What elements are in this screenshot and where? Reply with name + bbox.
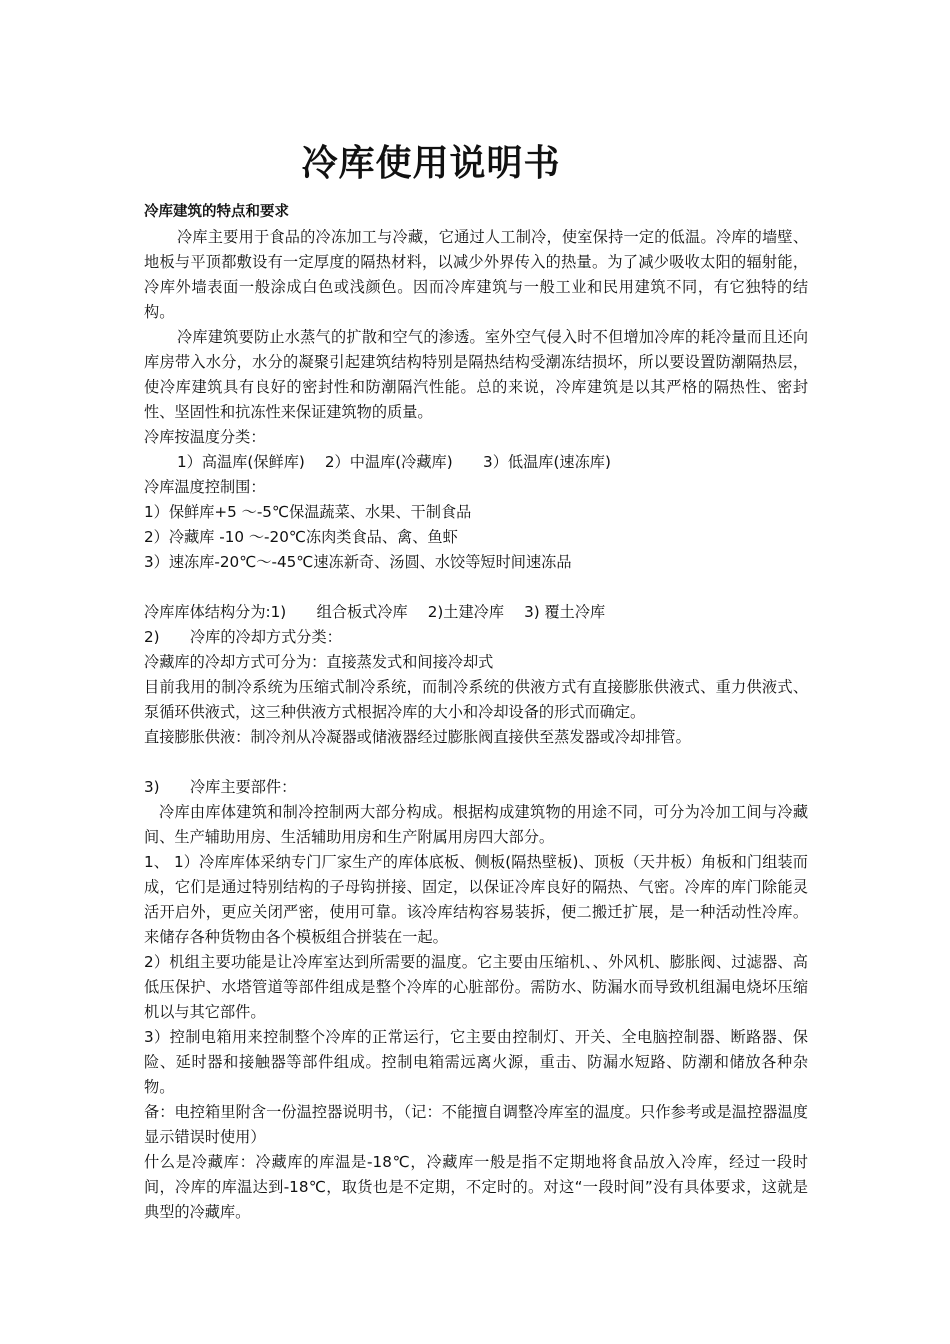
cooling-label: 2) 冷库的冷却方式分类： [144, 628, 342, 646]
spacer [144, 750, 808, 775]
paragraph-moisture: 冷库建筑要防止水蒸气的扩散和空气的渗透。室外空气侵入时不但增加冷库的耗冷量而且还向库房带入水分，水分的凝聚引起建筑结构特别是隔热结构受潮冻结损坏，所以要设置防潮隔热层，使冷库建筑具有良好的密封性和防潮隔汽性能。总的来说，冷库建筑是以其严格的隔热性、密封性、坚固性和抗冻性来保证建筑物的质量。 [144, 328, 808, 421]
cold-storage-definition: 什么是冷藏库：冷藏库的库温是-18℃，冷藏库一般是指不定期地将食品放入冷库，经过一段时间，冷库的库温达到-18℃，取货也是不定期，不定时的。对这“一段时间”没有具体要求，这就是典型的冷藏库。 [144, 1153, 808, 1221]
part-1: 1、 1）冷库库体采纳专门厂家生产的库体底板、侧板(隔热壁板)、顶板（天井板）角板和门组装而成，它们是通过特别结构的子母钩拼接、固定，以保证冷库良好的隔热、气密。冷库的库门除能灵活开启外，更应关闭严密，使用可靠。该冷库结构容易装拆，便二搬迁扩展，是一种活动性冷库。来储存各种货物由各个模板组合拼装在一起。 [144, 853, 808, 946]
part-2: 2）机组主要功能是让冷库室达到所需要的温度。它主要由压缩机、、外风机、膨胀阀、过滤器、高低压保护、水塔管道等部件组成是整个冷库的心脏部份。需防水、防漏水而导致机组漏电烧坏压缩机以与其它部件。 [144, 953, 808, 1021]
parts-intro: 冷库由库体建筑和制冷控制两大部分构成。根据构成建筑物的用途不同，可分为冷加工间与冷藏间、生产辅助用房、生活辅助用房和生产附属用房四大部分。 [144, 803, 808, 846]
temp-control-item-1: 1）保鲜库+5 ～-5℃保温蔬菜、水果、干制食品 [144, 503, 472, 521]
document-title: 冷库使用说明书 [301, 143, 561, 184]
system-description: 目前我用的制冷系统为压缩式制冷系统，而制冷系统的供液方式有直接膨胀供液式、重力供液式、泵循环供液式，这三种供液方式根据冷库的大小和冷却设备的形式而确定。 [144, 678, 808, 721]
document-body [144, 200, 808, 1225]
structure-types: 冷库库体结构分为:1) 组合板式冷库 2)土建冷库 3) 覆土冷库 [144, 603, 606, 621]
spacer [144, 575, 808, 600]
cooling-methods: 冷藏库的冷却方式可分为：直接蒸发式和间接冷却式 [144, 653, 494, 671]
section-heading: 冷库建筑的特点和要求 [144, 204, 289, 220]
part-3: 3）控制电箱用来控制整个冷库的正常运行，它主要由控制灯、开关、全电脑控制器、断路器、保险、延时器和接触器等部件组成。控制电箱需远离火源，重击、防漏水短路、防潮和储放各种杂物。 [144, 1028, 808, 1096]
temp-control-item-2: 2）冷藏库 -10 ～-20℃冻肉类食品、禽、鱼虾 [144, 528, 458, 546]
note: 备：电控箱里附含一份温控器说明书，（记：不能擅自调整冷库室的温度。只作参考或是温控器温度显示错误时使用） [144, 1103, 808, 1146]
direct-expansion: 直接膨胀供液：制冷剂从冷凝器或储液器经过膨胀阀直接供至蒸发器或冷却排管。 [144, 728, 691, 746]
temp-control-label: 冷库温度控制围： [144, 478, 266, 496]
paragraph-intro: 冷库主要用于食品的冷冻加工与冷藏，它通过人工制冷，使室保持一定的低温。冷库的墙壁、地板与平顶都敷设有一定厚度的隔热材料，以减少外界传入的热量。为了减少吸收太阳的辐射能，冷库外墙表面一般涂成白色或浅颜色。因而冷库建筑与一般工业和民用建筑不同，有它独特的结构。 [144, 228, 808, 321]
parts-label: 3) 冷库主要部件： [144, 778, 297, 796]
temp-control-item-3: 3）速冻库-20℃～-45℃速冻新奇、汤圆、水饺等短时间速冻品 [144, 553, 572, 571]
temp-class-label: 冷库按温度分类： [144, 428, 266, 446]
temp-class-items: 1）高温库(保鲜库) 2）中温库(冷藏库) 3）低温库(速冻库) [177, 453, 611, 471]
